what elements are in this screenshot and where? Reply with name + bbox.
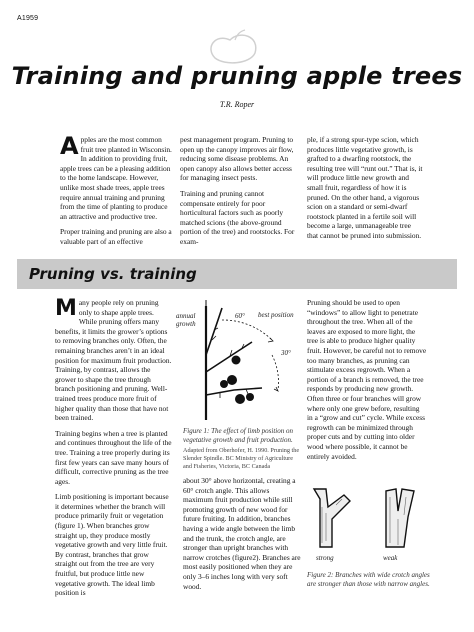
intro-paragraph-4: Training and pruning cannot compensate entirely for poor horticultural factors such as poorly matched scions (the above-ground portion of the tree) and rootstocks. For exam- [180, 188, 295, 246]
section-paragraph-2: Training begins when a tree is planted and continues throughout the life of the tree. Training a tree properly during its first few years can save many hours of difficult, corrective pruning as the tree ages. [55, 428, 172, 486]
section-paragraph-1: any people rely on pruning only to shape apple trees. While pruning offers many benefits, it limits the grower’s options to removing branches only. Often, the remaining branches aren’t in an ideal position for maximum fruit production. Training, by contrast, allows the grower to shape the tree through branch positioning and pruning. Well-trained trees produce more fruit of higher quality than those that have not been trained. [55, 298, 172, 423]
author-byline: T.R. Roper [219, 100, 255, 109]
figure-1-label-30-degrees: 30° [281, 349, 291, 357]
figure-2-crotch-angle-diagram [310, 487, 432, 549]
page-title: Training and pruning apple trees [11, 62, 463, 90]
intro-column-1 [60, 132, 175, 253]
figure-2-label-weak: weak [383, 554, 398, 562]
figure-1-label-60-degrees: 60° [235, 312, 245, 320]
section-column-2 [183, 476, 301, 597]
dropcap-m: M [55, 296, 77, 321]
figure-1-credit: Adapted from Oberhofer, H. 1990. Pruning the Slender Spindle. BC Ministry of Agriculture and Fisheries, Victoria, BC Canada [183, 447, 300, 470]
figure-1-label-annual-growth: annual growth [176, 312, 196, 328]
section-paragraph-3: Limb positioning is important because it determines whether the branch will produce primarily fruit or vegetation (figure 1). When branches grow straight up, they produce mostly vegetative growth and very little fruit. By contrast, branches that grow straight out from the tree are very fruitful, but produce little new vegetative growth. The ideal limb position is [55, 492, 169, 598]
section-column-3 [307, 298, 427, 467]
figure-2-label-strong: strong [316, 554, 334, 562]
section-title: Pruning vs. training [29, 265, 197, 283]
figure-1-label-best-position: best position [258, 311, 294, 319]
figure-1-caption: Figure 1: The effect of limb position on vegetative growth and fruit production. [183, 427, 293, 444]
intro-paragraph-5: ple, if a strong spur-type scion, which produces little vegetative growth, is grafted to a dwarfing rootstock, the resulting tree will “runt out.” That is, it will produce little new growth and small fruit, regardless of how it is pruned. On the other hand, a vigorous scion on a standard or semi-dwarf rootstock planted in a fertile soil will become a large, unmanageable tree that cannot be pruned into submission. [307, 135, 423, 240]
figure-2-caption: Figure 2: Branches with wide crotch angles are stronger than those with narrow angles. [307, 571, 430, 588]
intro-column-3 [307, 135, 423, 247]
intro-column-2 [180, 135, 295, 253]
intro-paragraph-1: pples are the most common fruit tree planted in Wisconsin. In addition to providing fruit, apple trees can be a pleasing addition to the home landscape. However, unlike most shade trees, apple trees require annual training and pruning from the time of planting to produce an attractive and productive tree. [60, 135, 172, 221]
dropcap-a: A [60, 132, 79, 160]
publication-code: A1959 [17, 15, 39, 22]
section-paragraph-5: Pruning should be used to open “windows” to allow light to penetrate throughout the tree. When all of the leaves are exposed to more light, the tree is able to produce higher quality fruit. However, be careful not to remove too many branches, as pruning can stimulate excess regrowth. When a portion of a branch is removed, the tree responds by producing new growth. Often three or four branches will grow where only one grew before, resulting in a “grow and cut” cycle. While excess regrowth can be minimized through proper cuts and by cutting into older wood where possible, it cannot be entirely avoided. [307, 298, 427, 461]
intro-paragraph-2: Proper training and pruning are also a valuable part of an effective [60, 227, 172, 246]
section-column-1 [55, 298, 172, 604]
section-paragraph-4: about 30° above horizontal, creating a 60° crotch angle. This allows maximum fruit production while still promoting growth of new wood for future fruiting. In addition, branches having a wide angle between the limb and the trunk, the crotch angle, are stronger than upright branches with narrow crotches (figure2). Branches are most easily positioned when they are only 3–6 inches long with very soft wood. [183, 476, 301, 591]
intro-paragraph-3: pest management program. Pruning to open up the canopy improves air flow, reducing some disease problems. An open canopy also allows better access for managing insect pests. [180, 135, 294, 183]
